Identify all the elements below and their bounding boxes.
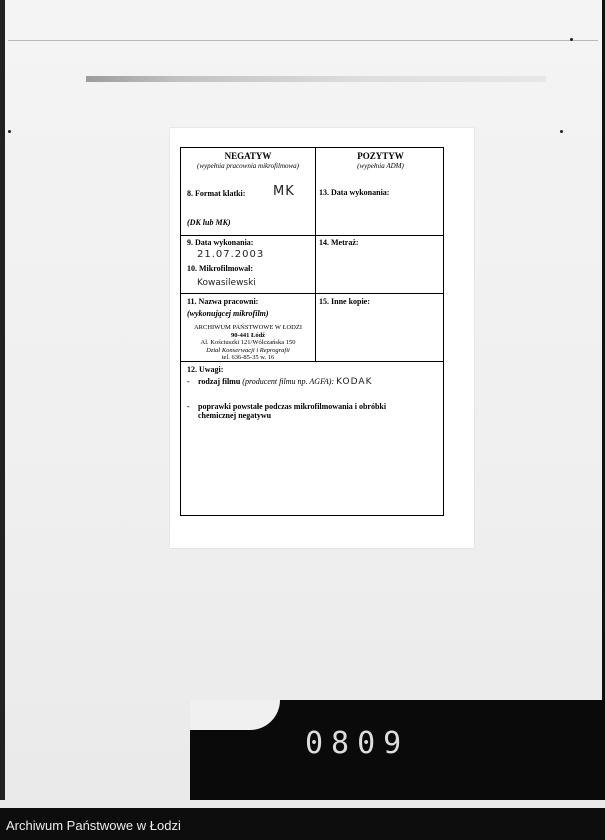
field-11-label: 11. Nazwa pracowni:: [187, 297, 259, 306]
negatyw-title: NEGATYW: [224, 151, 272, 161]
scan-line: [8, 40, 598, 41]
field-15-label: 15. Inne kopie:: [319, 297, 370, 306]
film-edge-left: [0, 0, 5, 800]
form-section-dates: [181, 236, 443, 294]
field-12-label: 12. Uwagi:: [187, 365, 224, 374]
field-8-value: MK: [273, 184, 295, 199]
scan-dot: [570, 38, 573, 41]
form-section-remarks: [181, 362, 443, 516]
stamp-line: Dział Konserwacji i Reprografii: [206, 346, 290, 354]
microfilm-form: [180, 147, 444, 516]
footer-archive-name: Archiwum Państwowe w Łodzi: [6, 818, 181, 833]
pozytyw-title: POZYTYW: [357, 151, 404, 161]
field-14-label: 14. Metraż:: [319, 238, 359, 247]
field-9-value: 21.07.2003: [197, 249, 265, 260]
remark-film-value: KODAK: [336, 377, 373, 387]
pozytyw-subtitle: (wypełnia ADM): [357, 162, 404, 170]
field-9-label: 9. Data wykonania:: [187, 238, 254, 247]
scan-dot: [560, 130, 563, 133]
frame-counter: 0809: [305, 726, 410, 761]
field-10-label: 10. Mikrofilmował:: [187, 264, 254, 273]
form-section-lab: [181, 294, 443, 362]
scan-smudge: [86, 76, 546, 82]
stamp-line: 90-441 Łódź: [230, 331, 266, 339]
column-divider: [315, 148, 316, 362]
remark-film-label: rodzaj filmu: [198, 377, 241, 386]
negatyw-subtitle: (wypełnia pracownia mikrofilmowa): [196, 162, 299, 170]
scan-dot: [8, 130, 11, 133]
bullet-dash: -: [187, 402, 190, 411]
stamp-line: tel. 636-85-35 w. 16: [221, 354, 275, 361]
form-section-header: [181, 148, 443, 236]
field-8-label: 8. Format klatki:: [187, 189, 246, 198]
field-13-label: 13. Data wykonania:: [319, 188, 390, 197]
field-10-value: Kowasilewski: [197, 278, 256, 288]
remark-item-film: [198, 377, 372, 387]
remark-film-hint: (producent filmu np. AGFA):: [242, 377, 335, 386]
lab-stamp: [181, 324, 315, 362]
bullet-dash: -: [187, 377, 190, 386]
stamp-line: Al. Kościuszki 121/Wólczańska 150: [200, 339, 296, 346]
stamp-line: ARCHIWUM PAŃSTWOWE W ŁODZI: [193, 324, 303, 331]
remark-item-corrections: poprawki powstałe podczas mikrofilmowania i obróbki chemicznej negatywu: [198, 402, 387, 420]
field-11-hint: (wykonującej mikrofilm): [187, 309, 269, 318]
field-8-hint: (DK lub MK): [187, 218, 231, 227]
